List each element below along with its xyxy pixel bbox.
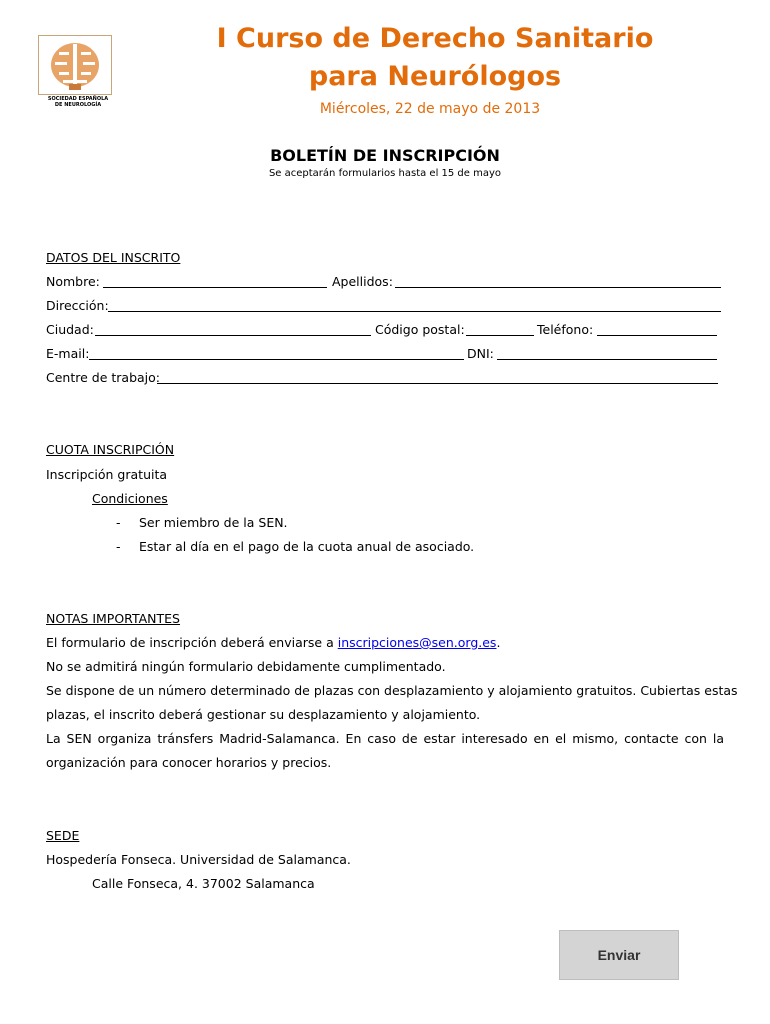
- form-subtitle: Se aceptarán formularios hasta el 15 de mayo: [268, 168, 502, 179]
- course-title-line2: para Neurólogos: [308, 61, 562, 92]
- notas-line3: Se dispone de un número determinado de plazas con desplazamiento y alojamiento gratuitos. Cubiertas estas: [46, 683, 738, 698]
- centro-field[interactable]: [157, 383, 718, 384]
- notas-line2: No se admitirá ningún formulario debidamente cumplimentado.: [46, 659, 446, 674]
- codigo-postal-label: Código postal:: [375, 322, 465, 337]
- dni-label: DNI:: [467, 346, 494, 361]
- dni-field[interactable]: [497, 359, 717, 360]
- email-field[interactable]: [89, 359, 464, 360]
- notas-line1-prefix: El formulario de inscripción deberá enviarse a: [46, 635, 338, 650]
- email-link[interactable]: inscripciones@sen.org.es: [337, 635, 497, 650]
- direccion-label: Dirección:: [46, 298, 109, 313]
- notas-heading: NOTAS IMPORTANTES: [46, 611, 180, 626]
- notas-line4: plazas, el inscrito deberá gestionar su desplazamiento y alojamiento.: [46, 707, 481, 722]
- cuota-heading: CUOTA INSCRIPCIÓN: [46, 442, 175, 457]
- form-title: BOLETÍN DE INSCRIPCIÓN: [270, 146, 500, 165]
- nombre-label: Nombre:: [46, 274, 100, 289]
- sede-line2: Calle Fonseca, 4. 37002 Salamanca: [92, 876, 315, 891]
- course-title-line1: I Curso de Derecho Sanitario: [216, 23, 654, 54]
- cuota-gratuita: Inscripción gratuita: [46, 467, 168, 482]
- notas-line1-suffix: .: [496, 635, 501, 650]
- course-date: Miércoles, 22 de mayo de 2013: [319, 101, 541, 117]
- ciudad-label: Ciudad:: [46, 322, 94, 337]
- sede-line1: Hospedería Fonseca. Universidad de Salamanca.: [46, 852, 351, 867]
- apellidos-field[interactable]: [395, 287, 721, 288]
- apellidos-label: Apellidos:: [332, 274, 393, 289]
- codigo-postal-field[interactable]: [466, 335, 534, 336]
- direccion-field[interactable]: [108, 311, 721, 312]
- centro-label: Centre de trabajo:: [46, 370, 160, 385]
- telefono-field[interactable]: [597, 335, 717, 336]
- condition-item: Estar al día en el pago de la cuota anual de asociado.: [139, 539, 475, 554]
- datos-heading: DATOS DEL INSCRITO: [46, 250, 181, 265]
- logo-caption-line2: DE NEUROLOGÍA: [54, 102, 102, 108]
- ciudad-field[interactable]: [95, 335, 371, 336]
- condition-bullet: -: [116, 515, 121, 530]
- notas-line5: La SEN organiza tránsfers Madrid-Salamanca. En caso de estar interesado en el mismo, contacte con la: [46, 731, 724, 746]
- condiciones-heading: Condiciones: [92, 491, 168, 506]
- nombre-field[interactable]: [103, 287, 327, 288]
- condition-bullet: -: [116, 539, 121, 554]
- logo-caption-line1: SOCIEDAD ESPAÑOLA: [47, 96, 109, 102]
- telefono-label: Teléfono:: [537, 322, 594, 337]
- sede-heading: SEDE: [46, 828, 80, 843]
- enviar-button[interactable]: Enviar: [559, 930, 679, 980]
- email-label: E-mail:: [46, 346, 90, 361]
- condition-item: Ser miembro de la SEN.: [139, 515, 288, 530]
- notas-line1: [46, 635, 500, 651]
- notas-line6: organización para conocer horarios y precios.: [46, 755, 332, 770]
